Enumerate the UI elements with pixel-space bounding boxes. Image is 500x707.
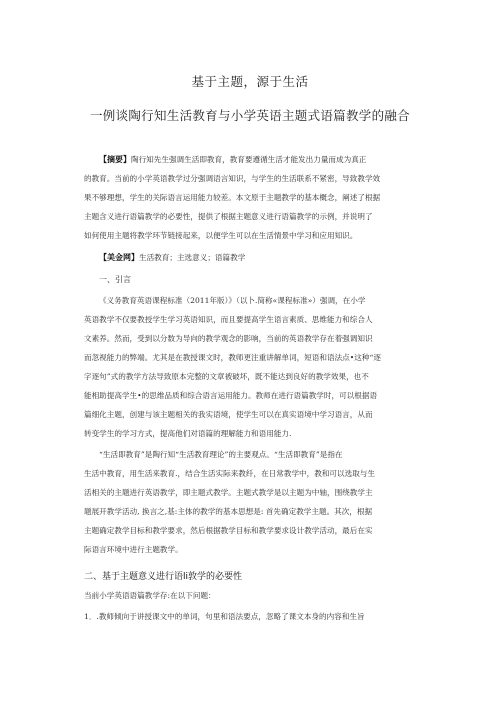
paragraph-line: 活相关的主题进行英语教学，即主题式教学。主题式教学是以主题为中轴，围绕教学主: [84, 488, 373, 497]
paragraph-line: 英语教学不仅要教授学生学习英语知识，而且要提高学生语言素质、思维能力和综合人: [84, 315, 373, 324]
abstract-line: 的教育。当前的小学英语教学过分强调语言知识，与学生的生活联系不紧密，导致教学效: [84, 174, 381, 183]
keywords-text: 生活教育；主选意义；语篇教学: [139, 253, 246, 262]
paragraph-line: 题展开教学活动, 换言之,基:主体的教学的基本思想是: 首先确定教学主题。其次，根据: [84, 507, 373, 516]
paragraph-line: 《义务教育英语课程标准（2011年版）》（以卜.简称«课程标准»）强调，在小学: [99, 296, 366, 305]
paragraph-line: 主题确定教学目标和教学要求，然后根据教学目标和教学要求设计教学活动，最后在实: [84, 526, 373, 535]
abstract-line: 如何使用主题将教学环节链接起来，以便学生可以在生活情景中学习和应用知识。: [84, 231, 358, 240]
abstract-first-line: [99, 155, 366, 165]
paragraph-line: 际语言环境中进行主题教学。: [84, 545, 183, 554]
document-title: 基于主题，源于生活: [191, 74, 309, 89]
abstract-line: 果不够理想，学生的关际语言运用能力较差。本文原于主题教学的基本概念，阐述了根据: [84, 193, 381, 202]
document-subtitle: 一例谈陶行知生活教育与小学英语主题式语篇教学的融合: [89, 108, 410, 123]
paragraph-line: 字逐句”式的教学方法导致原本完整的文章被破坏，既不能达到良好的教学效果，也不: [84, 372, 369, 381]
list-item-line: 1．.教师倾向于讲授课文中的单词，句里和语法要点，忽略了课文本身的内容和生旨: [84, 612, 365, 621]
keywords-line: [99, 253, 245, 263]
paragraph-line: 文素养。然而，受到以分数为导向的教学观念的影响，当前的英语教学存在着强调知识: [84, 334, 373, 343]
paragraph-line: “生活即教育”是陶行知“生活教育理论”的主要观点。“生活即教育”是指在: [99, 450, 343, 459]
abstract-line: 陶行知先生强调生活即教育，教育要遵循生活才能发出力量而成为真正: [131, 155, 367, 164]
abstract-line: 主题含义进行语篇教学的必要性，提供了根据主题意义进行语篇教学的示例，并说明了: [84, 212, 373, 221]
paragraph-line: 能相助提高学生•的思维品质和综合语言运用能力。教师在进行语篇教学时，可以根据语: [84, 391, 378, 400]
section-heading-introduction: 一、引言: [99, 275, 131, 284]
section-intro-line: 当前小学英语语篇教学存:在以下问题：: [84, 591, 216, 600]
paragraph-line: 转变学生的学习方式，提高他们对语篇的理解能力和语用能力.: [84, 429, 292, 438]
paragraph-line: 而忽视能力的弊端。尤其是在教授课文时，教师更注重讲解单词，短语和语法点•这种“逐: [84, 353, 381, 362]
section-heading-necessity: 二、基于主题意义进行语li敦学的必要性: [84, 572, 243, 582]
paragraph-line: 生活中教育，用生活来教育.，结合生活实际来教纤，在日常教学中，教和可以选取与生: [84, 469, 375, 478]
keywords-label: 【美金网】: [99, 253, 139, 262]
abstract-label: 【摘要】: [99, 155, 131, 164]
paragraph-line: 篇细化主题，创建与该主题相关的我实语境，使学生可以在真实语境中学习语言，从而: [84, 410, 373, 419]
